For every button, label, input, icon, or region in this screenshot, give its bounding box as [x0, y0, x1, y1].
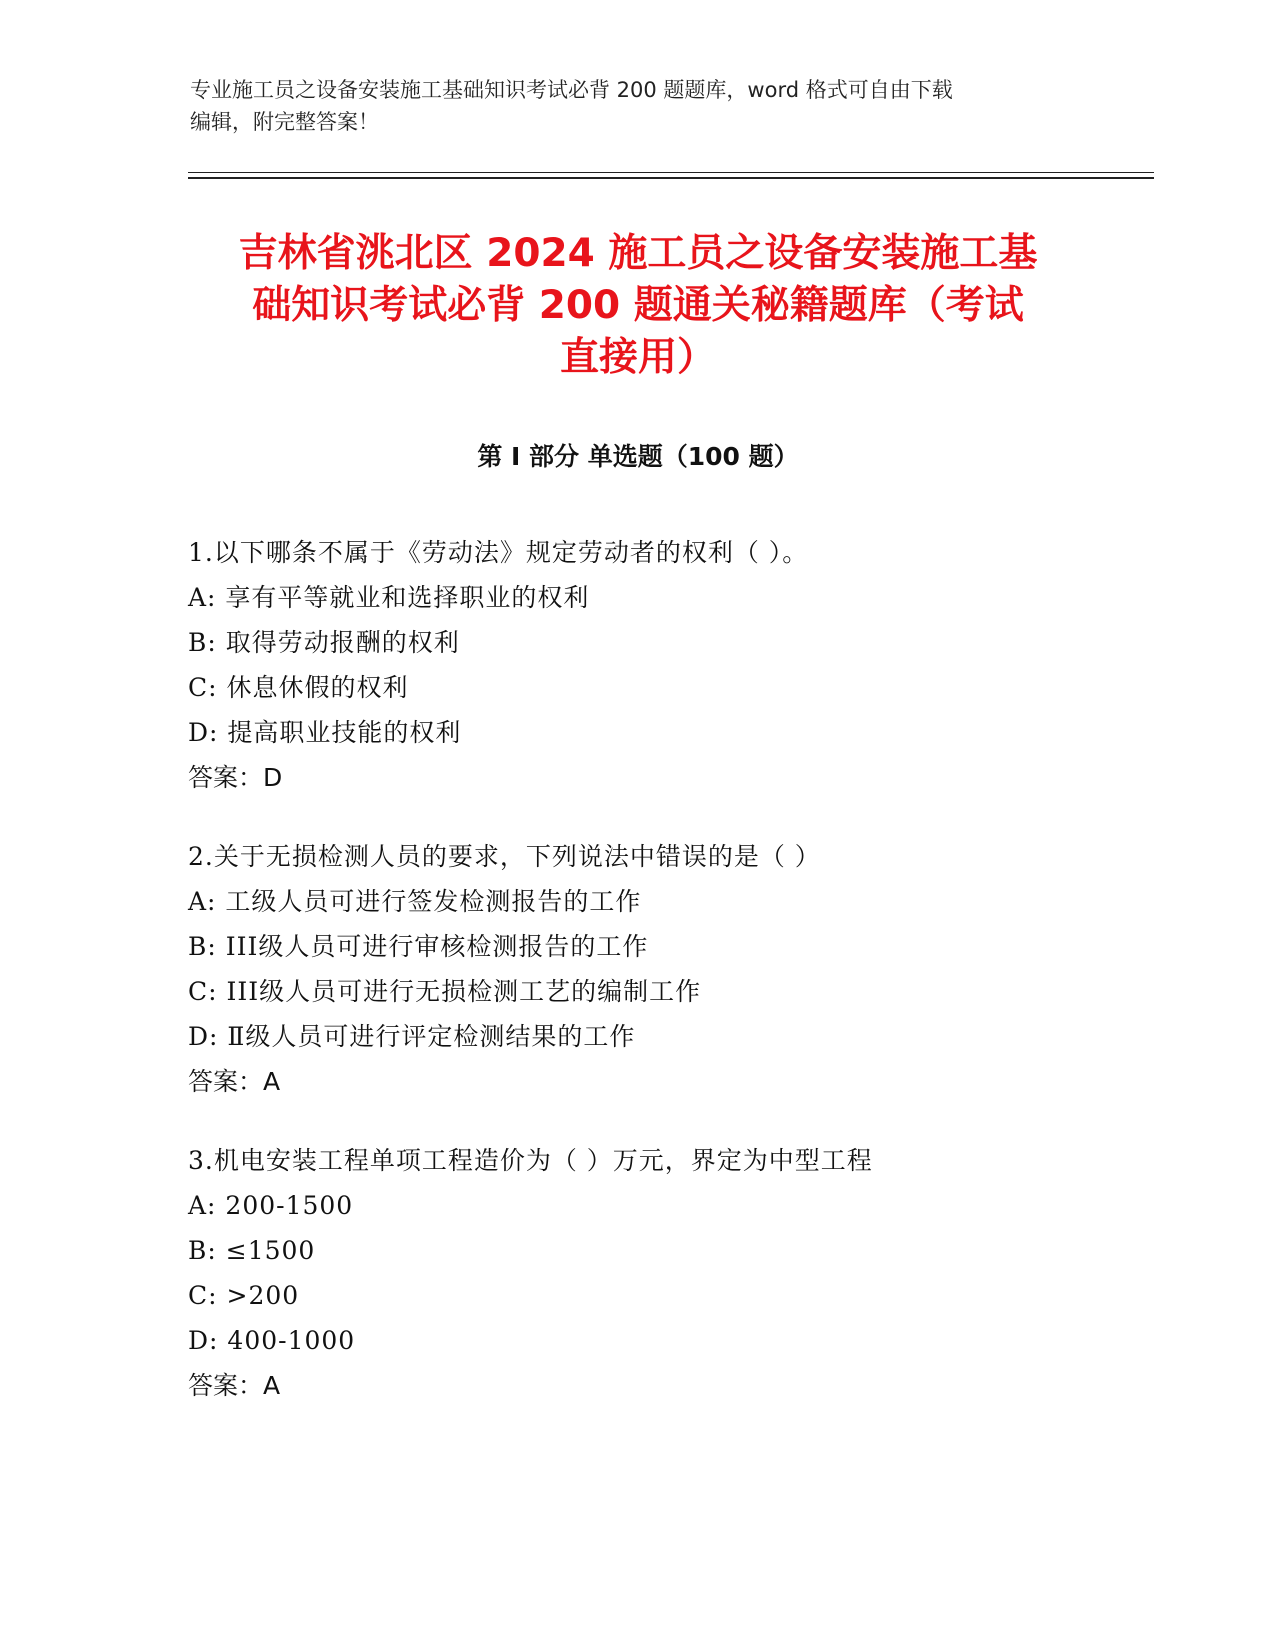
option-c: C: 休息休假的权利: [188, 673, 409, 702]
option-a: A: 工级人员可进行签发检测报告的工作: [188, 887, 642, 916]
option-d: D: 400-1000: [188, 1326, 356, 1355]
header-rule-top: [188, 172, 1154, 173]
answer: 答案：A: [188, 1371, 281, 1400]
question-stem: 2.关于无损检测人员的要求，下列说法中错误的是（ ）: [188, 842, 821, 871]
header-note: [190, 74, 1090, 138]
option-b: B: ≤1500: [188, 1236, 316, 1265]
document-title-line-2: 础知识考试必背 200 题通关秘籍题库（考试: [252, 283, 1024, 328]
document-title-line-3: 直接用）: [559, 335, 716, 380]
question-item: [188, 1138, 1088, 1408]
option-c: C: III级人员可进行无损检测工艺的编制工作: [188, 977, 702, 1006]
option-b: B: III级人员可进行审核检测报告的工作: [188, 932, 649, 961]
option-b: B: 取得劳动报酬的权利: [188, 628, 460, 657]
header-rule-bottom: [188, 177, 1154, 179]
question-stem: 3.机电安装工程单项工程造价为（ ）万元，界定为中型工程: [188, 1146, 873, 1175]
option-d: D: 提高职业技能的权利: [188, 718, 462, 747]
option-a: A: 享有平等就业和选择职业的权利: [188, 583, 590, 612]
answer: 答案：A: [188, 1067, 281, 1096]
section-heading: 第 I 部分 单选题（100 题）: [477, 442, 799, 471]
option-c: C: >200: [188, 1281, 300, 1310]
answer: 答案：D: [188, 763, 283, 792]
document-title: [188, 228, 1088, 384]
option-a: A: 200-1500: [188, 1191, 354, 1220]
question-item: [188, 834, 1088, 1104]
question-stem: 1.以下哪条不属于《劳动法》规定劳动者的权利（ ）。: [188, 538, 809, 567]
question-list: [188, 530, 1088, 1442]
document-title-line-1: 吉林省洮北区 2024 施工员之设备安装施工基: [238, 231, 1038, 276]
question-item: [188, 530, 1088, 800]
header-note-line-2: 编辑，附完整答案！: [190, 110, 379, 134]
option-d: D: Ⅱ级人员可进行评定检测结果的工作: [188, 1022, 636, 1051]
header-note-line-1: 专业施工员之设备安装施工基础知识考试必背 200 题题库，word 格式可自由下载: [190, 78, 953, 102]
